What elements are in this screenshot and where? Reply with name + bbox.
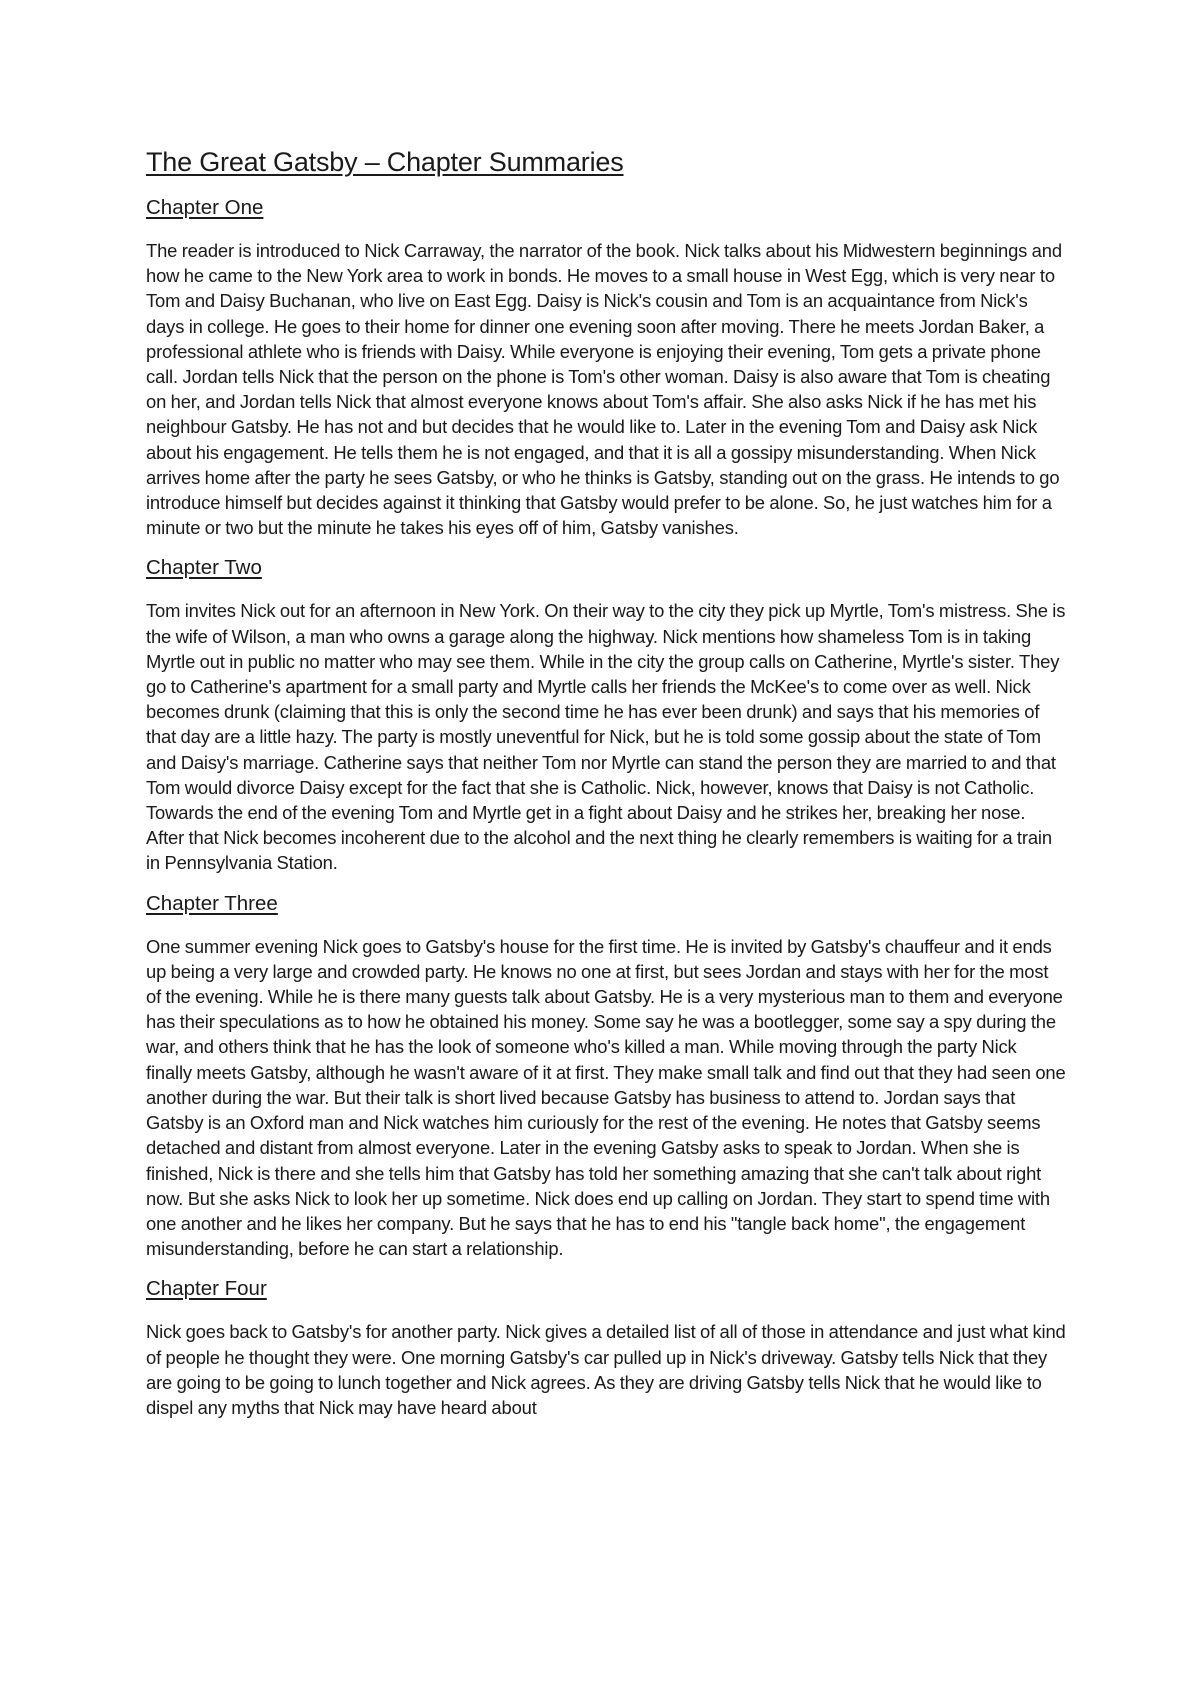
chapter-two-heading: Chapter Two [146, 556, 262, 580]
chapter-four-heading: Chapter Four [146, 1277, 267, 1301]
document-page [146, 144, 1066, 1434]
chapter-one-section [146, 194, 1066, 540]
chapter-three-summary: One summer evening Nick goes to Gatsby's house for the first time. He is invited by Gatsby's chauffeur and it ends up being a very large and crowded party. He knows no one at first, but sees Jordan and stays with her for the most of the evening. While he is there many guests talk about Gatsby. He is a very mysterious man to them and everyone has their speculations as to how he obtained his money. Some say he was a bootlegger, some say a spy during the war, and others think that he has the look of someone who's killed a man. While moving through the party Nick finally meets Gatsby, although he wasn't aware of it at first. They make small talk and find out that they had seen one another during the war. But their talk is short lived because Gatsby has business to attend to. Jordan says that Gatsby is an Oxford man and Nick watches him curiously for the rest of the evening. He notes that Gatsby seems detached and distant from almost everyone. Later in the evening Gatsby asks to speak to Jordan. When she is finished, Nick is there and she tells him that Gatsby has told her something amazing that she can't talk about right now. But she asks Nick to look her up sometime. Nick does end up calling on Jordan. They start to spend time with one another and he likes her company. But he says that he has to end his "tangle back home", the engagement misunderstanding, before he can start a relationship. [146, 935, 1066, 1260]
chapter-four-section [146, 1275, 1066, 1420]
chapter-three-heading: Chapter Three [146, 891, 278, 915]
chapter-two-section [146, 554, 1066, 875]
chapter-one-heading: Chapter One [146, 196, 264, 219]
chapter-one-summary: The reader is introduced to Nick Carraway, the narrator of the book. Nick talks about his Midwestern beginnings and how he came to the New York area to work in bonds. He moves to a small house in West Egg, which is very near to Tom and Daisy Buchanan, who live on East Egg. Daisy is Nick's cousin and Tom is an acquaintance from Nick's days in college. He goes to their home for dinner one evening soon after moving. There he meets Jordan Baker, a professional athlete who is friends with Daisy. While everyone is enjoying their evening, Tom gets a private phone call. Jordan tells Nick that the person on the phone is Tom's other woman. Daisy is also aware that Tom is cheating on her, and Jordan tells Nick that almost everyone knows about Tom's affair. She also asks Nick if he has met his neighbour Gatsby. He has not and but decides that he would like to. Later in the evening Tom and Daisy ask Nick about his engagement. He tells them he is not engaged, and that it is all a gossipy misunderstanding. When Nick arrives home after the party he sees Gatsby, or who he thinks is Gatsby, standing out on the grass. He intends to go introduce himself but decides against it thinking that Gatsby would prefer to be alone. So, he just watches him for a minute or two but the minute he takes his eyes off of him, Gatsby vanishes. [146, 240, 1062, 539]
chapter-three-section [146, 890, 1066, 1262]
chapter-two-summary: Tom invites Nick out for an afternoon in New York. On their way to the city they pick up Myrtle, Tom's mistress. She is the wife of Wilson, a man who owns a garage along the highway. Nick mentions how shameless Tom is in taking Myrtle out in public no matter who may see them. While in the city the group calls on Catherine, Myrtle's sister. They go to Catherine's apartment for a small party and Myrtle calls her friends the McKee's to come over as well. Nick becomes drunk (claiming that this is only the second time he has ever been drunk) and says that his memories of that day are a little hazy. The party is mostly uneventful for Nick, but he is told some gossip about the state of Tom and Daisy's marriage. Catherine says that neither Tom nor Myrtle can stand the person they are married to and that Tom would divorce Daisy except for the fact that she is Catholic. Nick, however, knows that Daisy is not Catholic. Towards the end of the evening Tom and Myrtle get in a fight about Daisy and he strikes her, breaking her nose. After that Nick becomes incoherent due to the alcohol and the next thing he clearly remembers is waiting for a train in Pennsylvania Station. [146, 600, 1066, 874]
chapter-four-summary: Nick goes back to Gatsby's for another party. Nick gives a detailed list of all of those in attendance and just what kind of people he thought they were. One morning Gatsby's car pulled up in Nick's driveway. Gatsby tells Nick that they are going to be going to lunch together and Nick agrees. As they are driving Gatsby tells Nick that he would like to dispel any myths that Nick may have heard about [146, 1321, 1066, 1418]
document-title: The Great Gatsby – Chapter Summaries [146, 147, 624, 177]
